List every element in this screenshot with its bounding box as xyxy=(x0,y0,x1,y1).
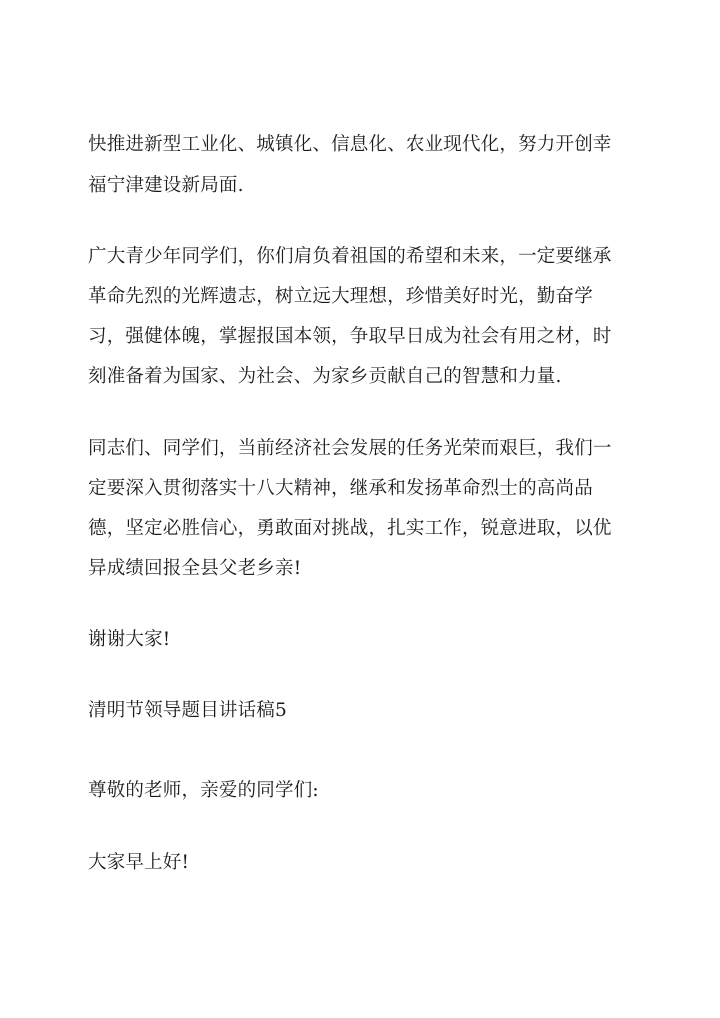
paragraph-2-line-2: 革命先烈的光辉遗志，树立远大理想，珍惜美好时光，勤奋学 xyxy=(88,286,593,307)
paragraph-1-line-2: 福宁津建设新局面. xyxy=(88,175,244,196)
paragraph-2-line-1: 广大青少年同学们，你们肩负着祖国的希望和未来，一定要继承 xyxy=(88,246,612,267)
section-title: 清明节领导题目讲话稿5 xyxy=(88,700,287,721)
greeting: 大家早上好! xyxy=(88,852,190,873)
paragraph-2-line-4: 刻准备着为国家、为社会、为家乡贡献自己的智慧和力量. xyxy=(88,366,562,387)
paragraph-3-line-2: 定要深入贯彻落实十八大精神，继承和发扬革命烈士的高尚品 xyxy=(88,478,593,499)
paragraph-1-line-1: 快推进新型工业化、城镇化、信息化、农业现代化，努力开创幸 xyxy=(88,134,612,155)
paragraph-3-line-4: 异成绩回报全县父老乡亲! xyxy=(88,558,302,579)
paragraph-3-line-1: 同志们、同学们，当前经济社会发展的任务光荣而艰巨，我们一 xyxy=(88,438,612,459)
salutation: 尊敬的老师，亲爱的同学们: xyxy=(88,780,319,801)
paragraph-4-line-1: 谢谢大家! xyxy=(88,629,171,650)
paragraph-2-line-3: 习，强健体魄，掌握报国本领，争取早日成为社会有用之材，时 xyxy=(88,326,612,347)
paragraph-3-line-3: 德，坚定必胜信心，勇敢面对挑战，扎实工作，锐意进取，以优 xyxy=(88,518,612,539)
